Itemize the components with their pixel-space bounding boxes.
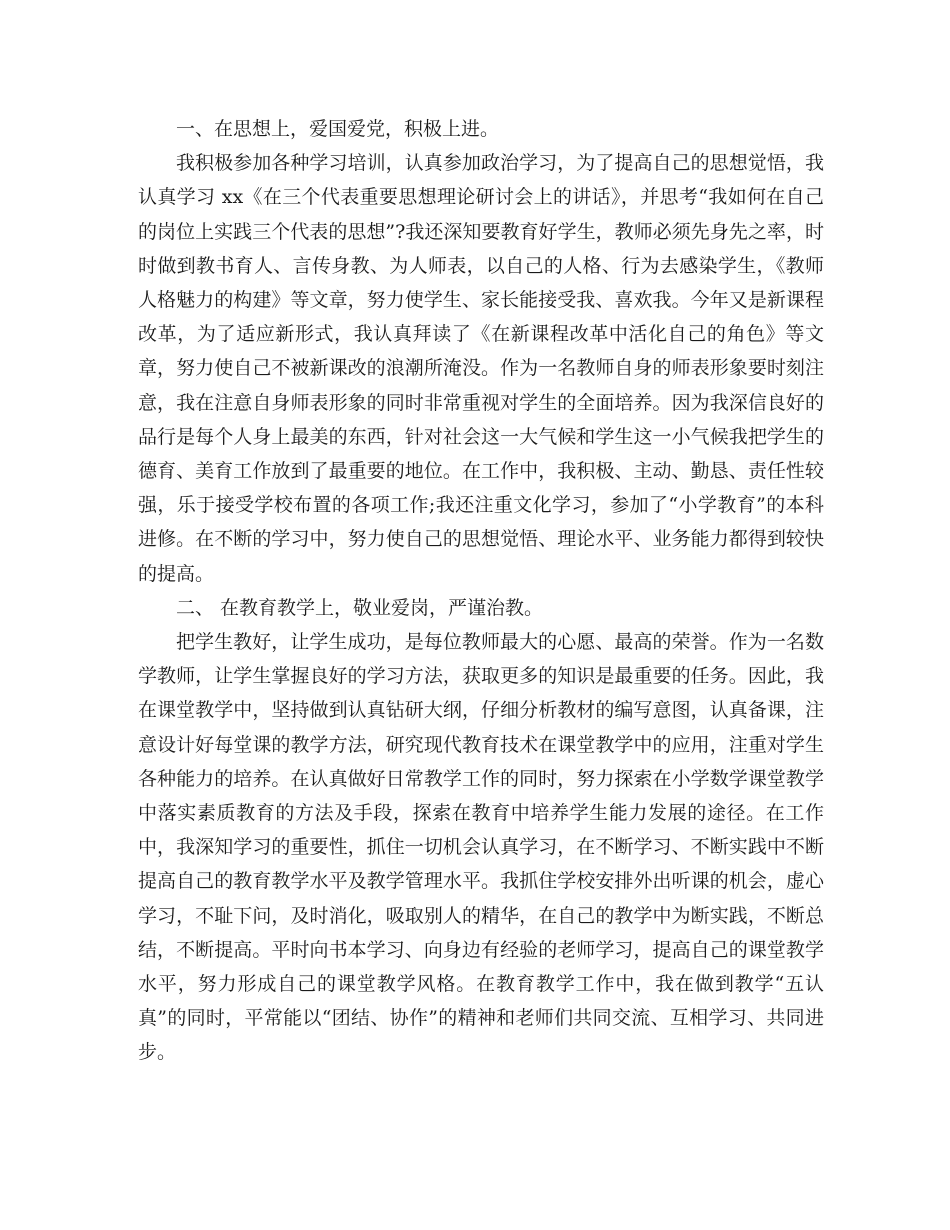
section-paragraph-1: 我积极参加各种学习培训，认真参加政治学习，为了提高自己的思想觉悟，我认真学习 xx《在三个代表重要思想理论研讨会上的讲话》，并思考“我如何在自己的岗位上实践三个代表的思想”?我还深知要教育好学生，教师必须先身先之率，时时做到教书育人、言传身教、为人师表，以自己的人格、行为去感染学生，《教师人格魅力的构建》等文章，努力使学生、家长能接受我、喜欢我。今年又是新课程改革，为了适应新形式，我认真拜读了《在新课程改革中活化自己的角色》等文章，努力使自己不被新课改的浪潮所淹没。作为一名教师自身的师表形象要时刻注意，我在注意自身师表形象的同时非常重视对学生的全面培养。因为我深信良好的品行是每个人身上最美的东西，针对社会这一大气候和学生这一小气候我把学生的德育、美育工作放到了最重要的地位。在工作中，我积极、主动、勤恳、责任性较强，乐于接受学校布置的各项工作;我还注重文化学习，参加了“小学教育”的本科进修。在不断的学习中，努力使自己的思想觉悟、理论水平、业务能力都得到较快的提高。 bbox=[138, 152, 824, 585]
section-heading-2: 二、 在教育教学上，敬业爱岗，严谨治教。 bbox=[176, 596, 544, 619]
section-heading-1: 一、在思想上，爱国爱党，积极上进。 bbox=[176, 118, 500, 140]
document-body bbox=[138, 112, 824, 1070]
section-paragraph-2: 把学生教好，让学生成功，是每位教师最大的心愿、最高的荣誉。作为一名数学教师，让学生掌握良好的学习方法，获取更多的知识是最重要的任务。因此，我在课堂教学中，坚持做到认真钻研大纲，仔细分析教材的编写意图，认真备课，注意设计好每堂课的教学方法，研究现代教育技术在课堂教学中的应用，注重对学生各种能力的培养。在认真做好日常教学工作的同时，努力探索在小学数学课堂教学中落实素质教育的方法及手段，探索在教育中培养学生能力发展的途径。在工作中，我深知学习的重要性，抓住一切机会认真学习，在不断学习、不断实践中不断提高自己的教育教学水平及教学管理水平。我抓住学校安排外出听课的机会，虚心学习，不耻下问，及时消化，吸取别人的精华，在自己的教学中为断实践，不断总结，不断提高。平时向书本学习、向身边有经验的老师学习，提高自己的课堂教学水平，努力形成自己的课堂教学风格。在教育教学工作中，我在做到教学“五认真”的同时，平常能以“团结、协作”的精神和老师们共同交流、互相学习、共同进步。 bbox=[138, 631, 824, 1064]
